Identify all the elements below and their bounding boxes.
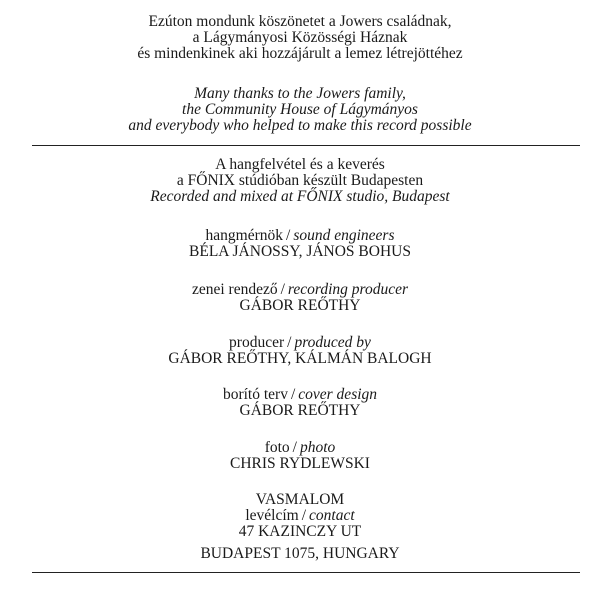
photo-names: CHRIS RYDLEWSKI [230, 455, 370, 472]
recording-en-line: Recorded and mixed at FŐNIX studio, Budapest [150, 188, 450, 205]
producer-separator: / [287, 334, 292, 351]
producer-credit [0, 335, 600, 367]
producer-names: GÁBOR REŐTHY, KÁLMÁN BALOGH [168, 350, 432, 367]
engineers-separator: / [286, 227, 291, 244]
recording-producer-names: GÁBOR REŐTHY [239, 297, 361, 314]
engineers-names: BÉLA JÁNOSSY, JÁNOS BOHUS [189, 243, 411, 260]
cover-label [0, 387, 600, 403]
recording-producer-separator: / [280, 281, 285, 298]
producer-label-hu: producer [229, 334, 285, 351]
cover-credit [0, 387, 600, 419]
photo-label-en: photo [299, 439, 336, 456]
recording-hu-line-2: a FŐNIX stúdióban készült Budapesten [176, 172, 424, 189]
engineers-credit [0, 228, 600, 260]
thanks-hu-line-3: és mindenkinek aki hozzájárult a lemez létrejöttéhez [137, 45, 463, 62]
bottom-divider [32, 572, 580, 573]
cover-label-hu: borító terv [222, 386, 288, 403]
photo-separator: / [292, 439, 297, 456]
producer-label [0, 335, 600, 351]
contact-company: VASMALOM [255, 491, 345, 508]
contact-separator: / [301, 507, 307, 524]
photo-label [0, 440, 600, 456]
cover-label-en: cover design [298, 386, 378, 403]
recording-producer-label [0, 282, 600, 298]
engineers-label-en: sound engineers [293, 227, 395, 244]
recording-producer-credit [0, 282, 600, 314]
thanks-english [0, 86, 600, 134]
contact-label-en: contact [309, 507, 355, 524]
contact-street: 47 KAZINCZY UT [238, 523, 362, 540]
recording-info [0, 157, 600, 205]
top-divider [32, 145, 580, 146]
engineers-label-hu: hangmérnök [205, 227, 283, 244]
recording-hu-line-1: A hangfelvétel és a keverés [215, 156, 385, 173]
contact-label [0, 508, 600, 524]
thanks-hu-line-1: Ezúton mondunk köszönetet a Jowers családnak, [148, 13, 452, 30]
contact-info [0, 492, 600, 562]
contact-city: BUDAPEST 1075, HUNGARY [200, 545, 400, 562]
recording-producer-label-hu: zenei rendező [191, 281, 278, 298]
recording-producer-label-en: recording producer [287, 281, 409, 298]
thanks-hu-line-2: a Lágymányosi Közösségi Háznak [192, 29, 408, 46]
contact-label-hu: levélcím [245, 507, 299, 524]
thanks-hungarian [0, 14, 600, 62]
cover-separator: / [290, 386, 296, 403]
thanks-en-line-3: and everybody who helped to make this record possible [128, 117, 472, 134]
engineers-label [0, 228, 600, 244]
cover-names: GÁBOR REŐTHY [239, 402, 361, 419]
producer-label-en: produced by [294, 334, 371, 351]
photo-credit [0, 440, 600, 472]
thanks-en-line-1: Many thanks to the Jowers family, [194, 85, 406, 102]
photo-label-hu: foto [264, 439, 290, 456]
thanks-en-line-2: the Community House of Lágymányos [182, 101, 418, 118]
